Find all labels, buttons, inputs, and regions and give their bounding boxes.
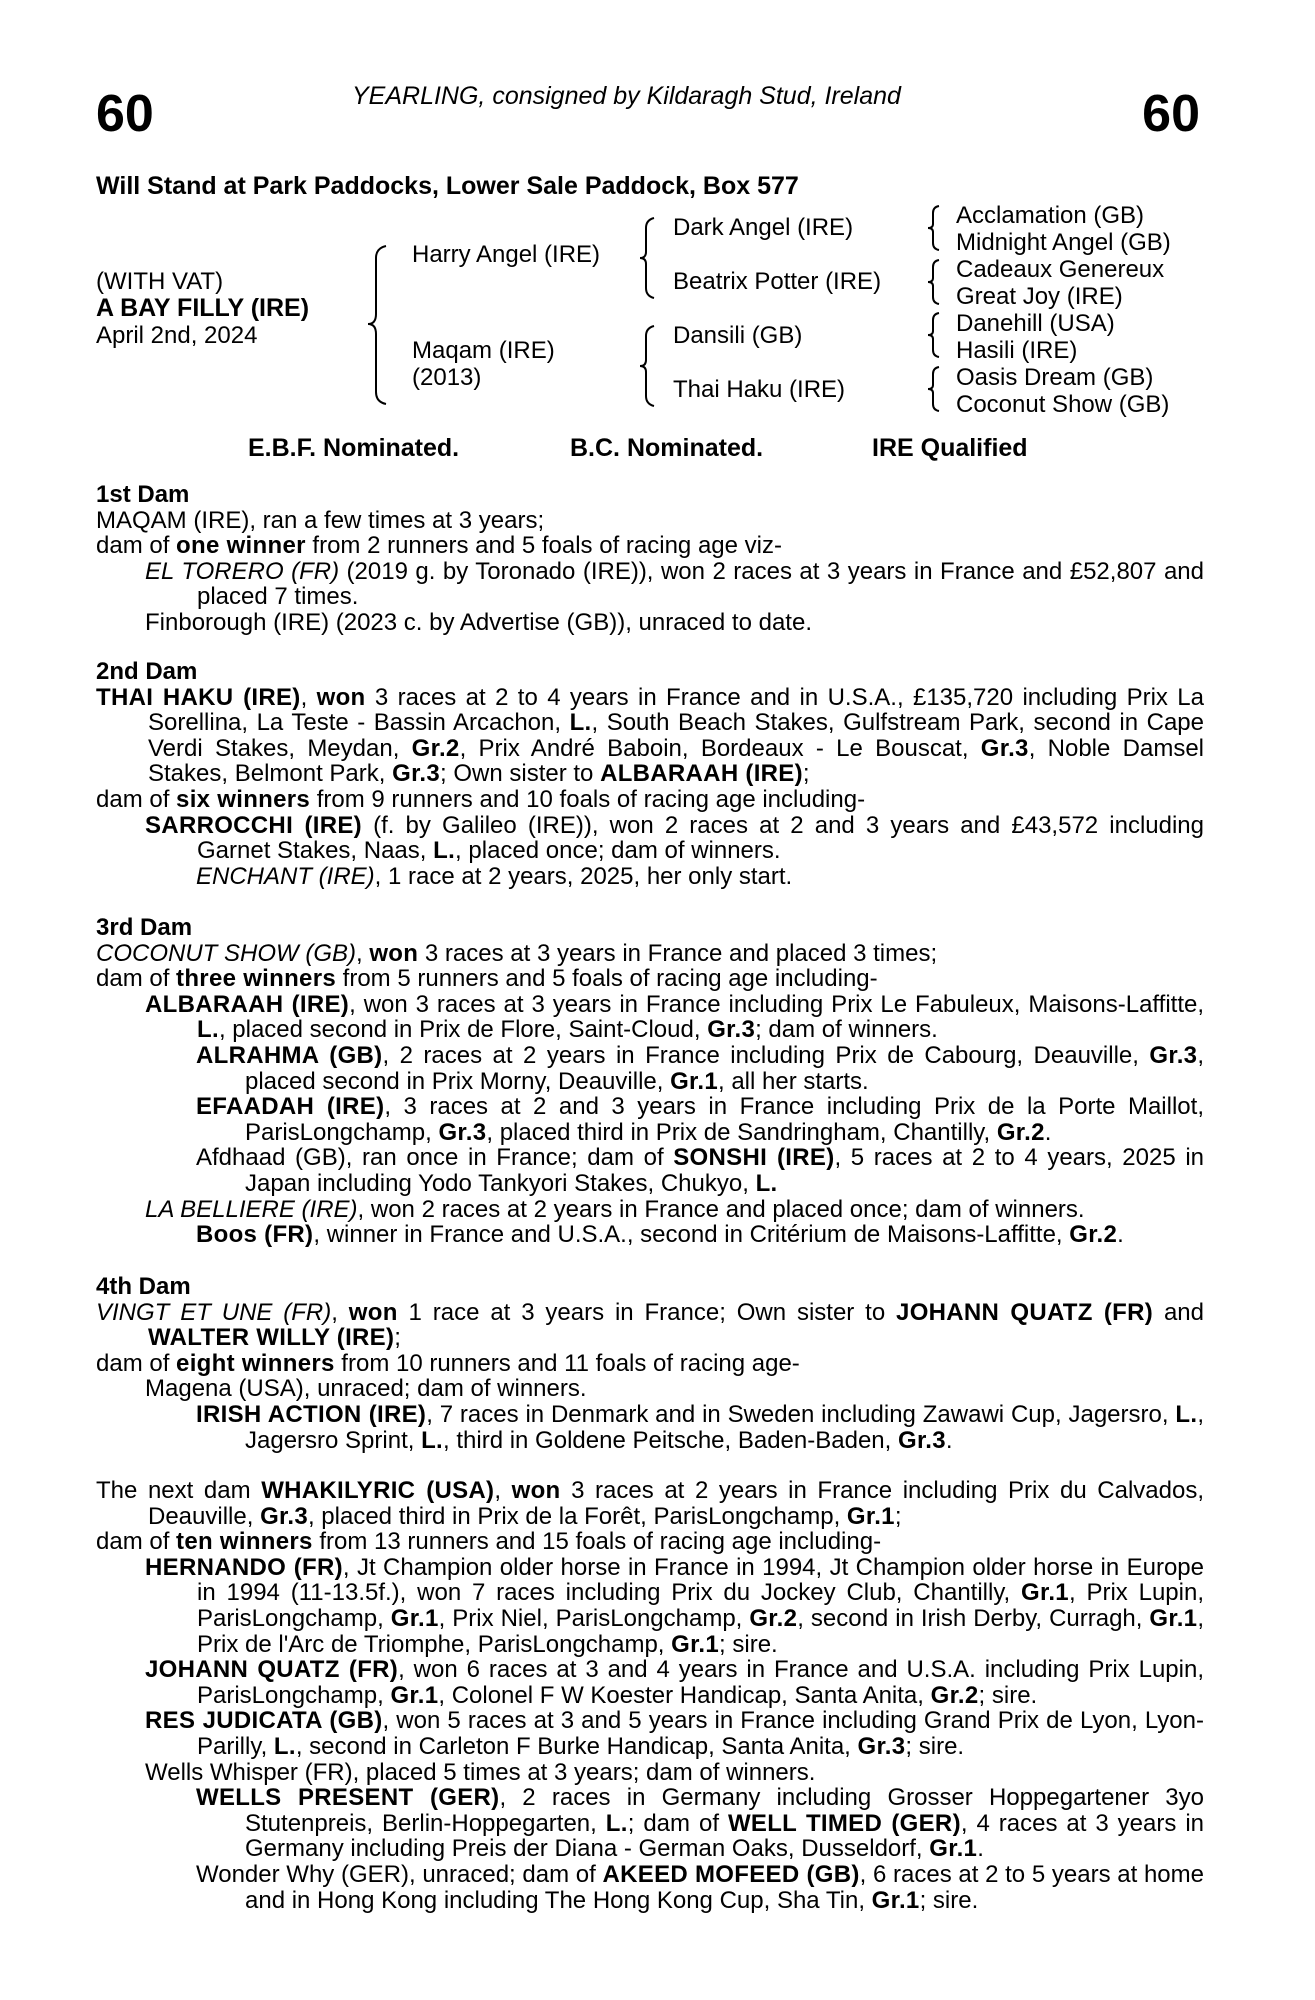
- gg-6: Hasili (IRE): [956, 337, 1078, 364]
- third-dam-section: [96, 915, 1204, 1248]
- gg-7: Oasis Dream (GB): [956, 364, 1154, 391]
- produce-entry: LA BELLIERE (IRE), won 2 races at 2 years in France and placed once; dam of winners.: [145, 1195, 1085, 1223]
- second-dam-produce: dam of six winners from 9 runners and 10 foals of racing age including-: [96, 785, 866, 813]
- sire-bracket: [638, 216, 658, 300]
- gg-3: Cadeaux Genereux: [956, 256, 1165, 283]
- sale-location: Will Stand at Park Paddocks, Lower Sale Paddock, Box 577: [96, 172, 799, 200]
- next-dam-section: [96, 1478, 1204, 1913]
- sire-dam-bracket: [366, 244, 390, 406]
- fourth-dam-section: [96, 1274, 1204, 1453]
- foaling-date: April 2nd, 2024: [96, 322, 258, 349]
- second-dam-section: [96, 659, 1204, 889]
- next-dam-summary: The next dam WHAKILYRIC (USA), won 3 races at 2 years in France including Prix du Calvados, Deauville, Gr.3, placed third in Prix de la Forêt, ParisLongchamp, Gr.1;: [96, 1477, 1204, 1530]
- sire-dam: Beatrix Potter (IRE): [673, 268, 882, 295]
- gg-8: Coconut Show (GB): [956, 391, 1170, 418]
- produce-entry: JOHANN QUATZ (FR), won 6 races at 3 and 4 years in France and U.S.A. including Prix Lupin, ParisLongchamp, Gr.1, Colonel F W Koester Handicap, Santa Anita, Gr.2; sire.: [145, 1656, 1204, 1709]
- fourth-dam-produce: dam of eight winners from 10 runners and 11 foals of racing age-: [96, 1349, 800, 1377]
- next-dam-produce: dam of ten winners from 13 runners and 15 foals of racing age including-: [96, 1528, 882, 1556]
- first-dam-produce: dam of one winner from 2 runners and 5 foals of racing age viz-: [96, 532, 782, 560]
- first-dam-summary: MAQAM (IRE), ran a few times at 3 years;: [96, 506, 545, 534]
- produce-entry: Boos (FR), winner in France and U.S.A., second in Critérium de Maisons-Laffitte, Gr.2.: [196, 1221, 1124, 1249]
- first-dam-section: [96, 482, 1204, 636]
- gg-bracket-2: [926, 258, 942, 306]
- gg-5: Danehill (USA): [956, 310, 1115, 337]
- first-dam-heading: 1st Dam: [96, 481, 190, 508]
- produce-entry: EFAADAH (IRE), 3 races at 2 and 3 years in France including Prix de la Porte Maillot, ParisLongchamp, Gr.3, placed third in Prix de Sandringham, Chantilly, Gr.2.: [196, 1093, 1204, 1146]
- ire-qualified: IRE Qualified: [872, 434, 1028, 462]
- lot-number-right: 60: [1142, 85, 1200, 143]
- third-dam-produce: dam of three winners from 5 runners and 5 foals of racing age including-: [96, 965, 878, 993]
- fourth-dam-heading: 4th Dam: [96, 1273, 191, 1300]
- produce-entry: HERNANDO (FR), Jt Champion older horse in France in 1994, Jt Champion older horse in Europe in 1994 (11-13.5f.), won 7 races including Prix du Jockey Club, Chantilly, Gr.1, Prix Lupin, ParisLongchamp, Gr.1, Prix Niel, ParisLongchamp, Gr.2, second in Irish Derby, Curragh, Gr.1, Prix de l'Arc de Triomphe, ParisLongchamp, Gr.1; sire.: [145, 1553, 1204, 1658]
- gg-bracket-4: [926, 365, 942, 413]
- second-dam-heading: 2nd Dam: [96, 658, 198, 685]
- dam-name: Maqam (IRE): [412, 337, 555, 364]
- produce-entry: WELLS PRESENT (GER), 2 races in Germany including Grosser Hoppegartener 3yo Stutenpreis, Berlin-Hoppegarten, L.; dam of WELL TIMED (GER), 4 races at 3 years in Germany including Preis der Diana - German Oaks, Dusseldorf, Gr.1.: [196, 1784, 1205, 1863]
- produce-entry: Finborough (IRE) (2023 c. by Advertise (GB)), unraced to date.: [145, 608, 812, 636]
- produce-entry: RES JUDICATA (GB), won 5 races at 3 and 5 years in France including Grand Prix de Lyon, Lyon-Parilly, L., second in Carleton F Burke Handicap, Santa Anita, Gr.3; sire.: [145, 1707, 1204, 1760]
- gg-4: Great Joy (IRE): [956, 283, 1123, 310]
- bc-nomination: B.C. Nominated.: [570, 434, 764, 462]
- sire-sire: Dark Angel (IRE): [673, 214, 854, 241]
- lot-number-left: 60: [96, 85, 154, 143]
- horse-name: A BAY FILLY (IRE): [96, 294, 310, 322]
- produce-entry: ALBARAAH (IRE), won 3 races at 3 years in France including Prix Le Fabuleux, Maisons-Laffitte, L., placed second in Prix de Flore, Saint-Cloud, Gr.3; dam of winners.: [145, 990, 1204, 1044]
- produce-entry: ALRAHMA (GB), 2 races at 2 years in France including Prix de Cabourg, Deauville, Gr.3, placed second in Prix Morny, Deauville, Gr.1, all her starts.: [196, 1041, 1204, 1095]
- dam-dam: Thai Haku (IRE): [673, 376, 846, 403]
- produce-entry: IRISH ACTION (IRE), 7 races in Denmark and in Sweden including Zawawi Cup, Jagersro, L., Jagersro Sprint, L., third in Goldene Peitsche, Baden-Baden, Gr.3.: [196, 1400, 1204, 1454]
- dam-bracket: [638, 324, 658, 408]
- produce-entry: Magena (USA), unraced; dam of winners.: [145, 1375, 587, 1403]
- dam-year: (2013): [412, 364, 482, 391]
- produce-entry: EL TORERO (FR) (2019 g. by Toronado (IRE)), won 2 races at 3 years in France and £52,807 and placed 7 times.: [145, 557, 1204, 611]
- produce-entry: ENCHANT (IRE), 1 race at 2 years, 2025, her only start.: [196, 862, 793, 890]
- produce-entry: Afdhaad (GB), ran once in France; dam of SONSHI (IRE), 5 races at 2 to 4 years, 2025 in Japan including Yodo Tankyori Stakes, Chukyo, L.: [196, 1144, 1205, 1197]
- produce-entry: SARROCCHI (IRE) (f. by Galileo (IRE)), won 2 races at 2 and 3 years and £43,572 including Garnet Stakes, Naas, L., placed once; dam of winners.: [145, 811, 1205, 865]
- sire-name: Harry Angel (IRE): [412, 241, 601, 268]
- ebf-nomination: E.B.F. Nominated.: [248, 434, 460, 462]
- gg-bracket-3: [926, 311, 942, 359]
- gg-2: Midnight Angel (GB): [956, 229, 1171, 256]
- dam-sire: Dansili (GB): [673, 322, 803, 349]
- third-dam-summary: COCONUT SHOW (GB), won 3 races at 3 years in France and placed 3 times;: [96, 939, 938, 967]
- third-dam-heading: 3rd Dam: [96, 914, 193, 941]
- produce-entry: Wonder Why (GER), unraced; dam of AKEED MOFEED (GB), 6 races at 2 to 5 years at home and in Hong Kong including The Hong Kong Cup, Sha Tin, Gr.1; sire.: [196, 1860, 1204, 1914]
- fourth-dam-summary: VINGT ET UNE (FR), won 1 race at 3 years in France; Own sister to JOHANN QUATZ (FR) and WALTER WILLY (IRE);: [96, 1298, 1204, 1352]
- gg-bracket-1: [926, 204, 942, 252]
- second-dam-summary: THAI HAKU (IRE), won 3 races at 2 to 4 years in France and in U.S.A., £135,720 including Prix La Sorellina, La Teste - Bassin Arcachon, L., South Beach Stakes, Gulfstream Park, second in Cape Verdi Stakes, Meydan, Gr.2, Prix André Baboin, Bordeaux - Le Bouscat, Gr.3, Noble Damsel Stakes, Belmont Park, Gr.3; Own sister to ALBARAAH (IRE);: [96, 683, 1205, 788]
- produce-entry: Wells Whisper (FR), placed 5 times at 3 years; dam of winners.: [145, 1758, 816, 1786]
- consignor-subtitle: YEARLING, consigned by Kildaragh Stud, Ireland: [352, 82, 901, 110]
- gg-1: Acclamation (GB): [956, 202, 1145, 229]
- vat-note: (WITH VAT): [96, 268, 224, 295]
